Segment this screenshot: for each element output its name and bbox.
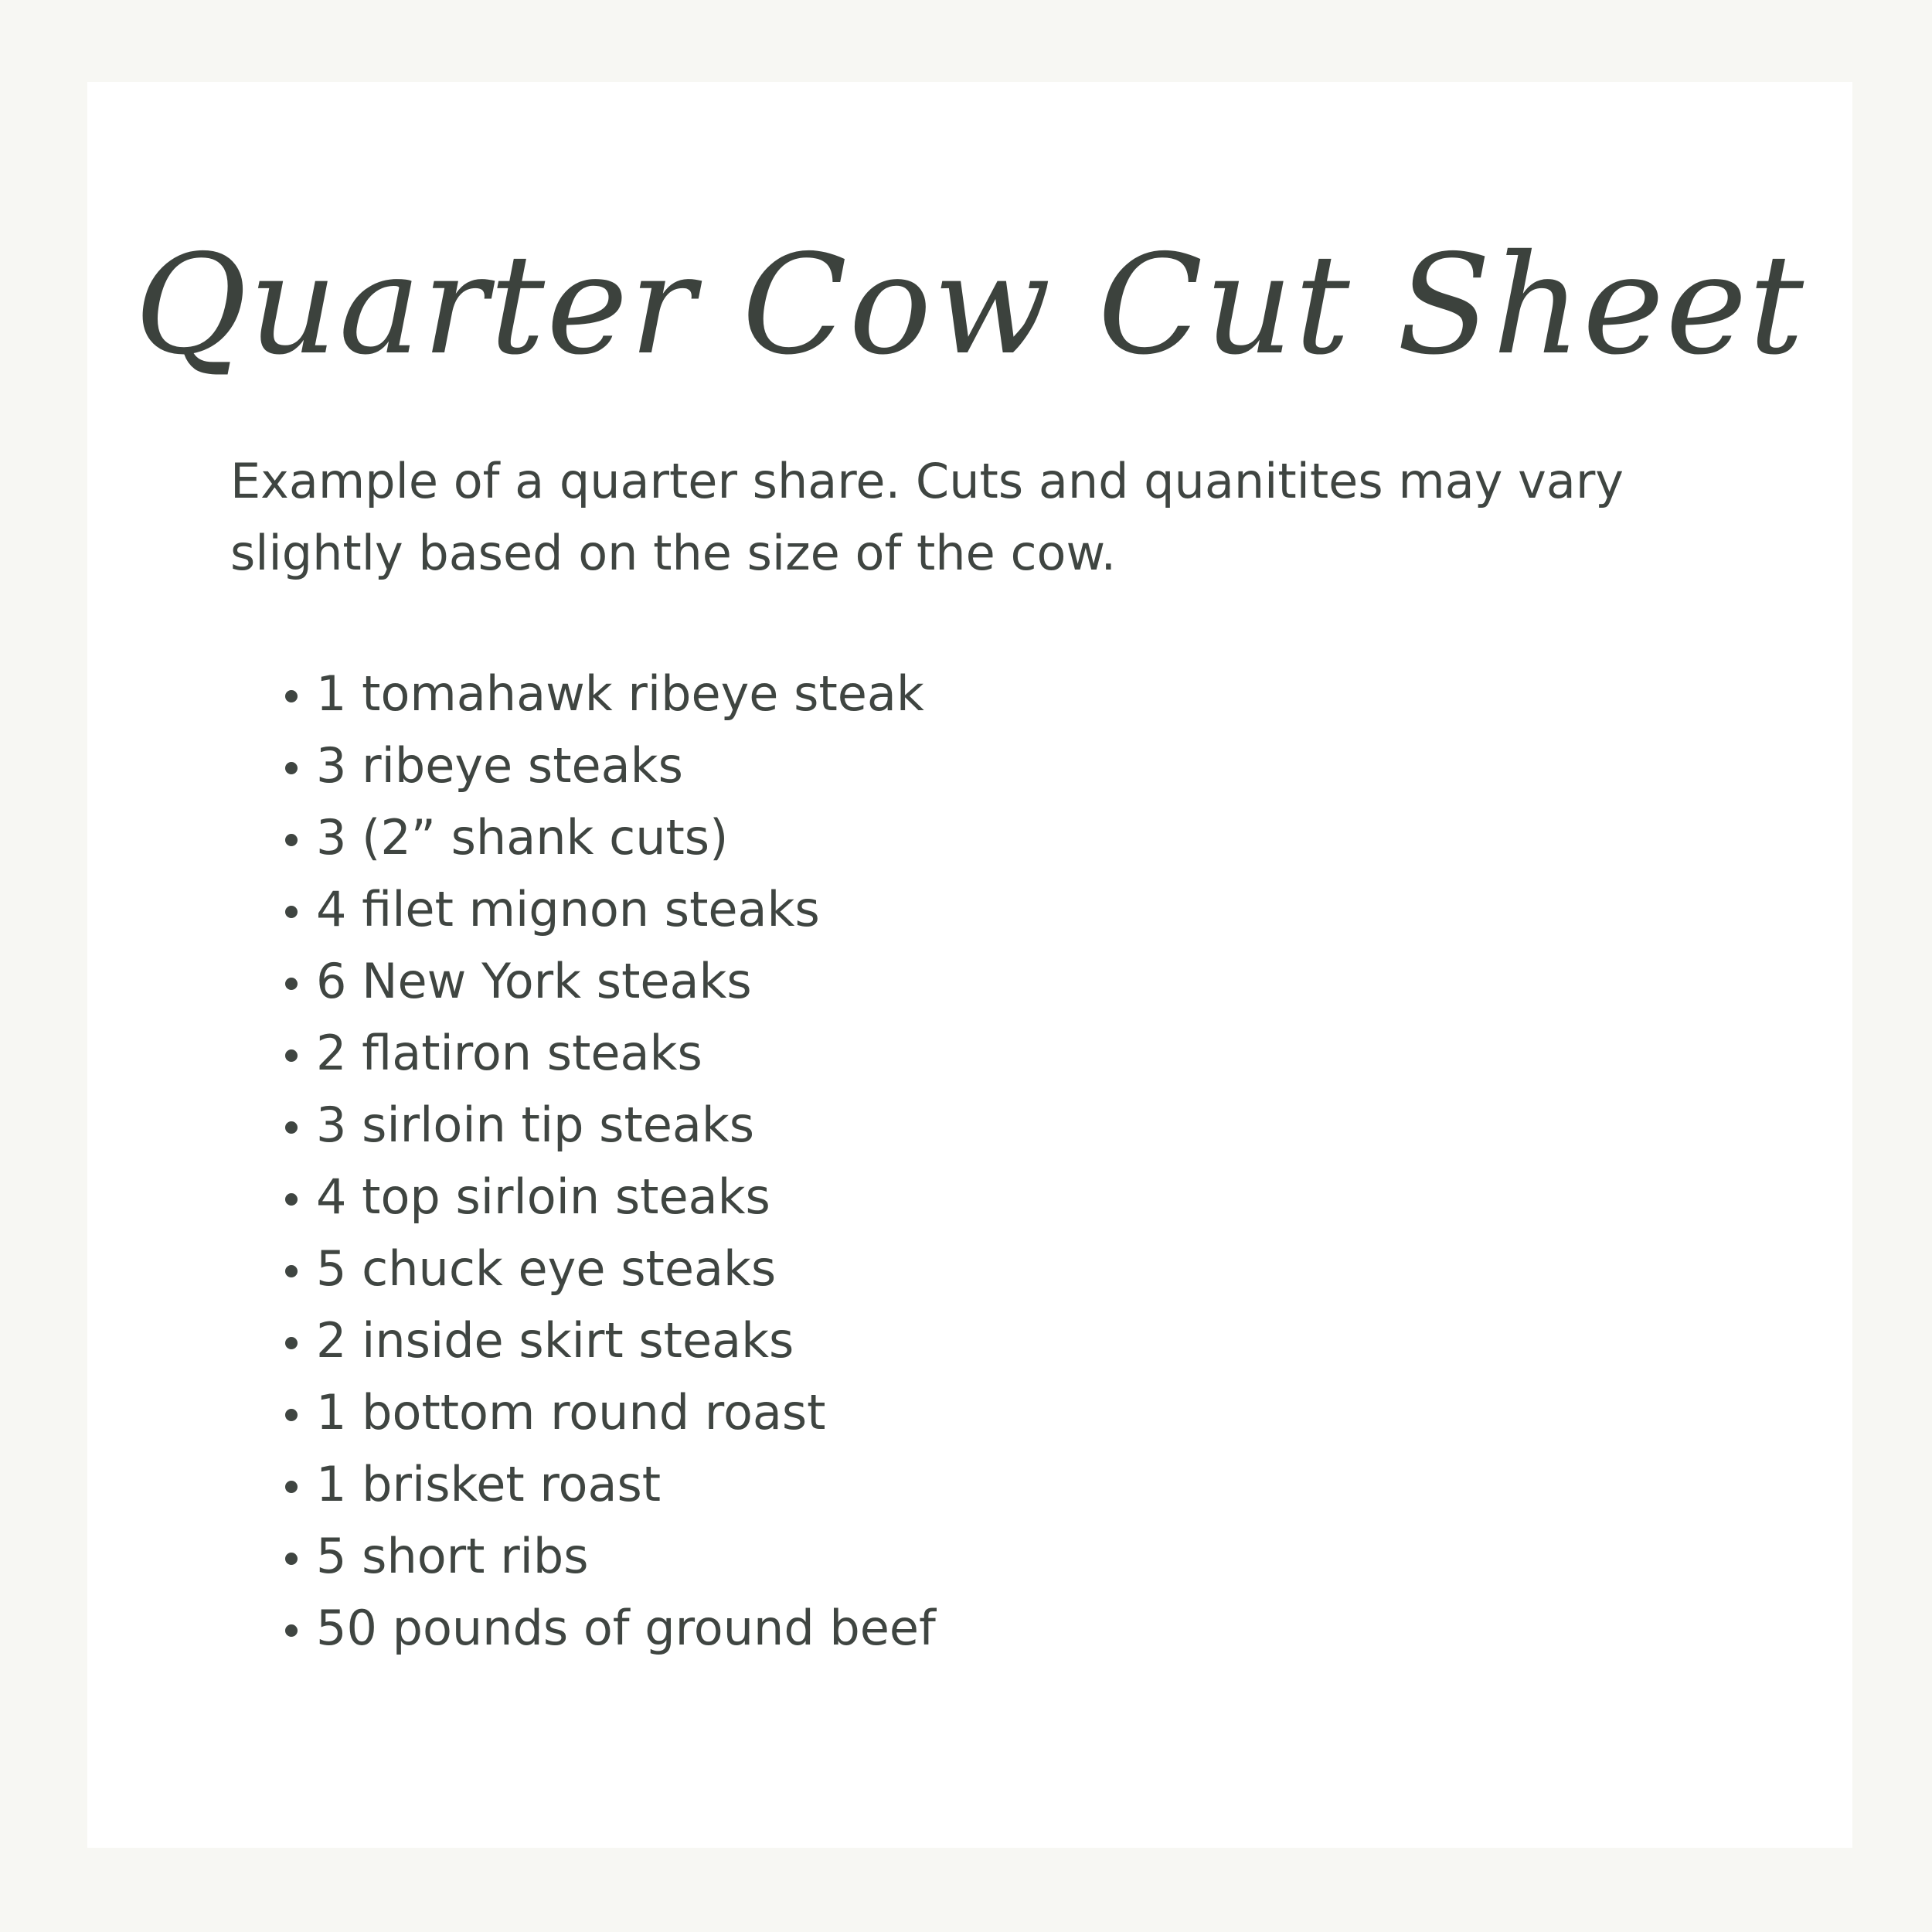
list-item: 2 flatiron steaks [279, 1017, 936, 1089]
list-item: 3 ribeye steaks [279, 730, 936, 801]
list-item: 2 inside skirt steaks [279, 1304, 936, 1376]
list-item: 3 (2” shank cuts) [279, 801, 936, 873]
cut-list [279, 658, 936, 1664]
list-item: 1 brisket roast [279, 1448, 936, 1520]
list-item: 4 filet mignon steaks [279, 873, 936, 945]
cut-sheet-card [87, 82, 1852, 1848]
list-item: 3 sirloin tip steaks [279, 1089, 936, 1161]
list-item: 1 tomahawk ribeye steak [279, 658, 936, 730]
list-item: 5 short ribs [279, 1520, 936, 1592]
list-item: 1 bottom round roast [279, 1376, 936, 1448]
intro-text: Example of a quarter share. Cuts and quanitites may vary slightly based on the size of the cow. [230, 453, 1624, 581]
list-item: 4 top sirloin steaks [279, 1161, 936, 1233]
list-item: 5 chuck eye steaks [279, 1233, 936, 1304]
page-title: Quarter Cow Cut Sheet [134, 225, 1806, 385]
list-item: 6 New York steaks [279, 945, 936, 1017]
list-item: 50 pounds of ground beef [279, 1592, 936, 1664]
